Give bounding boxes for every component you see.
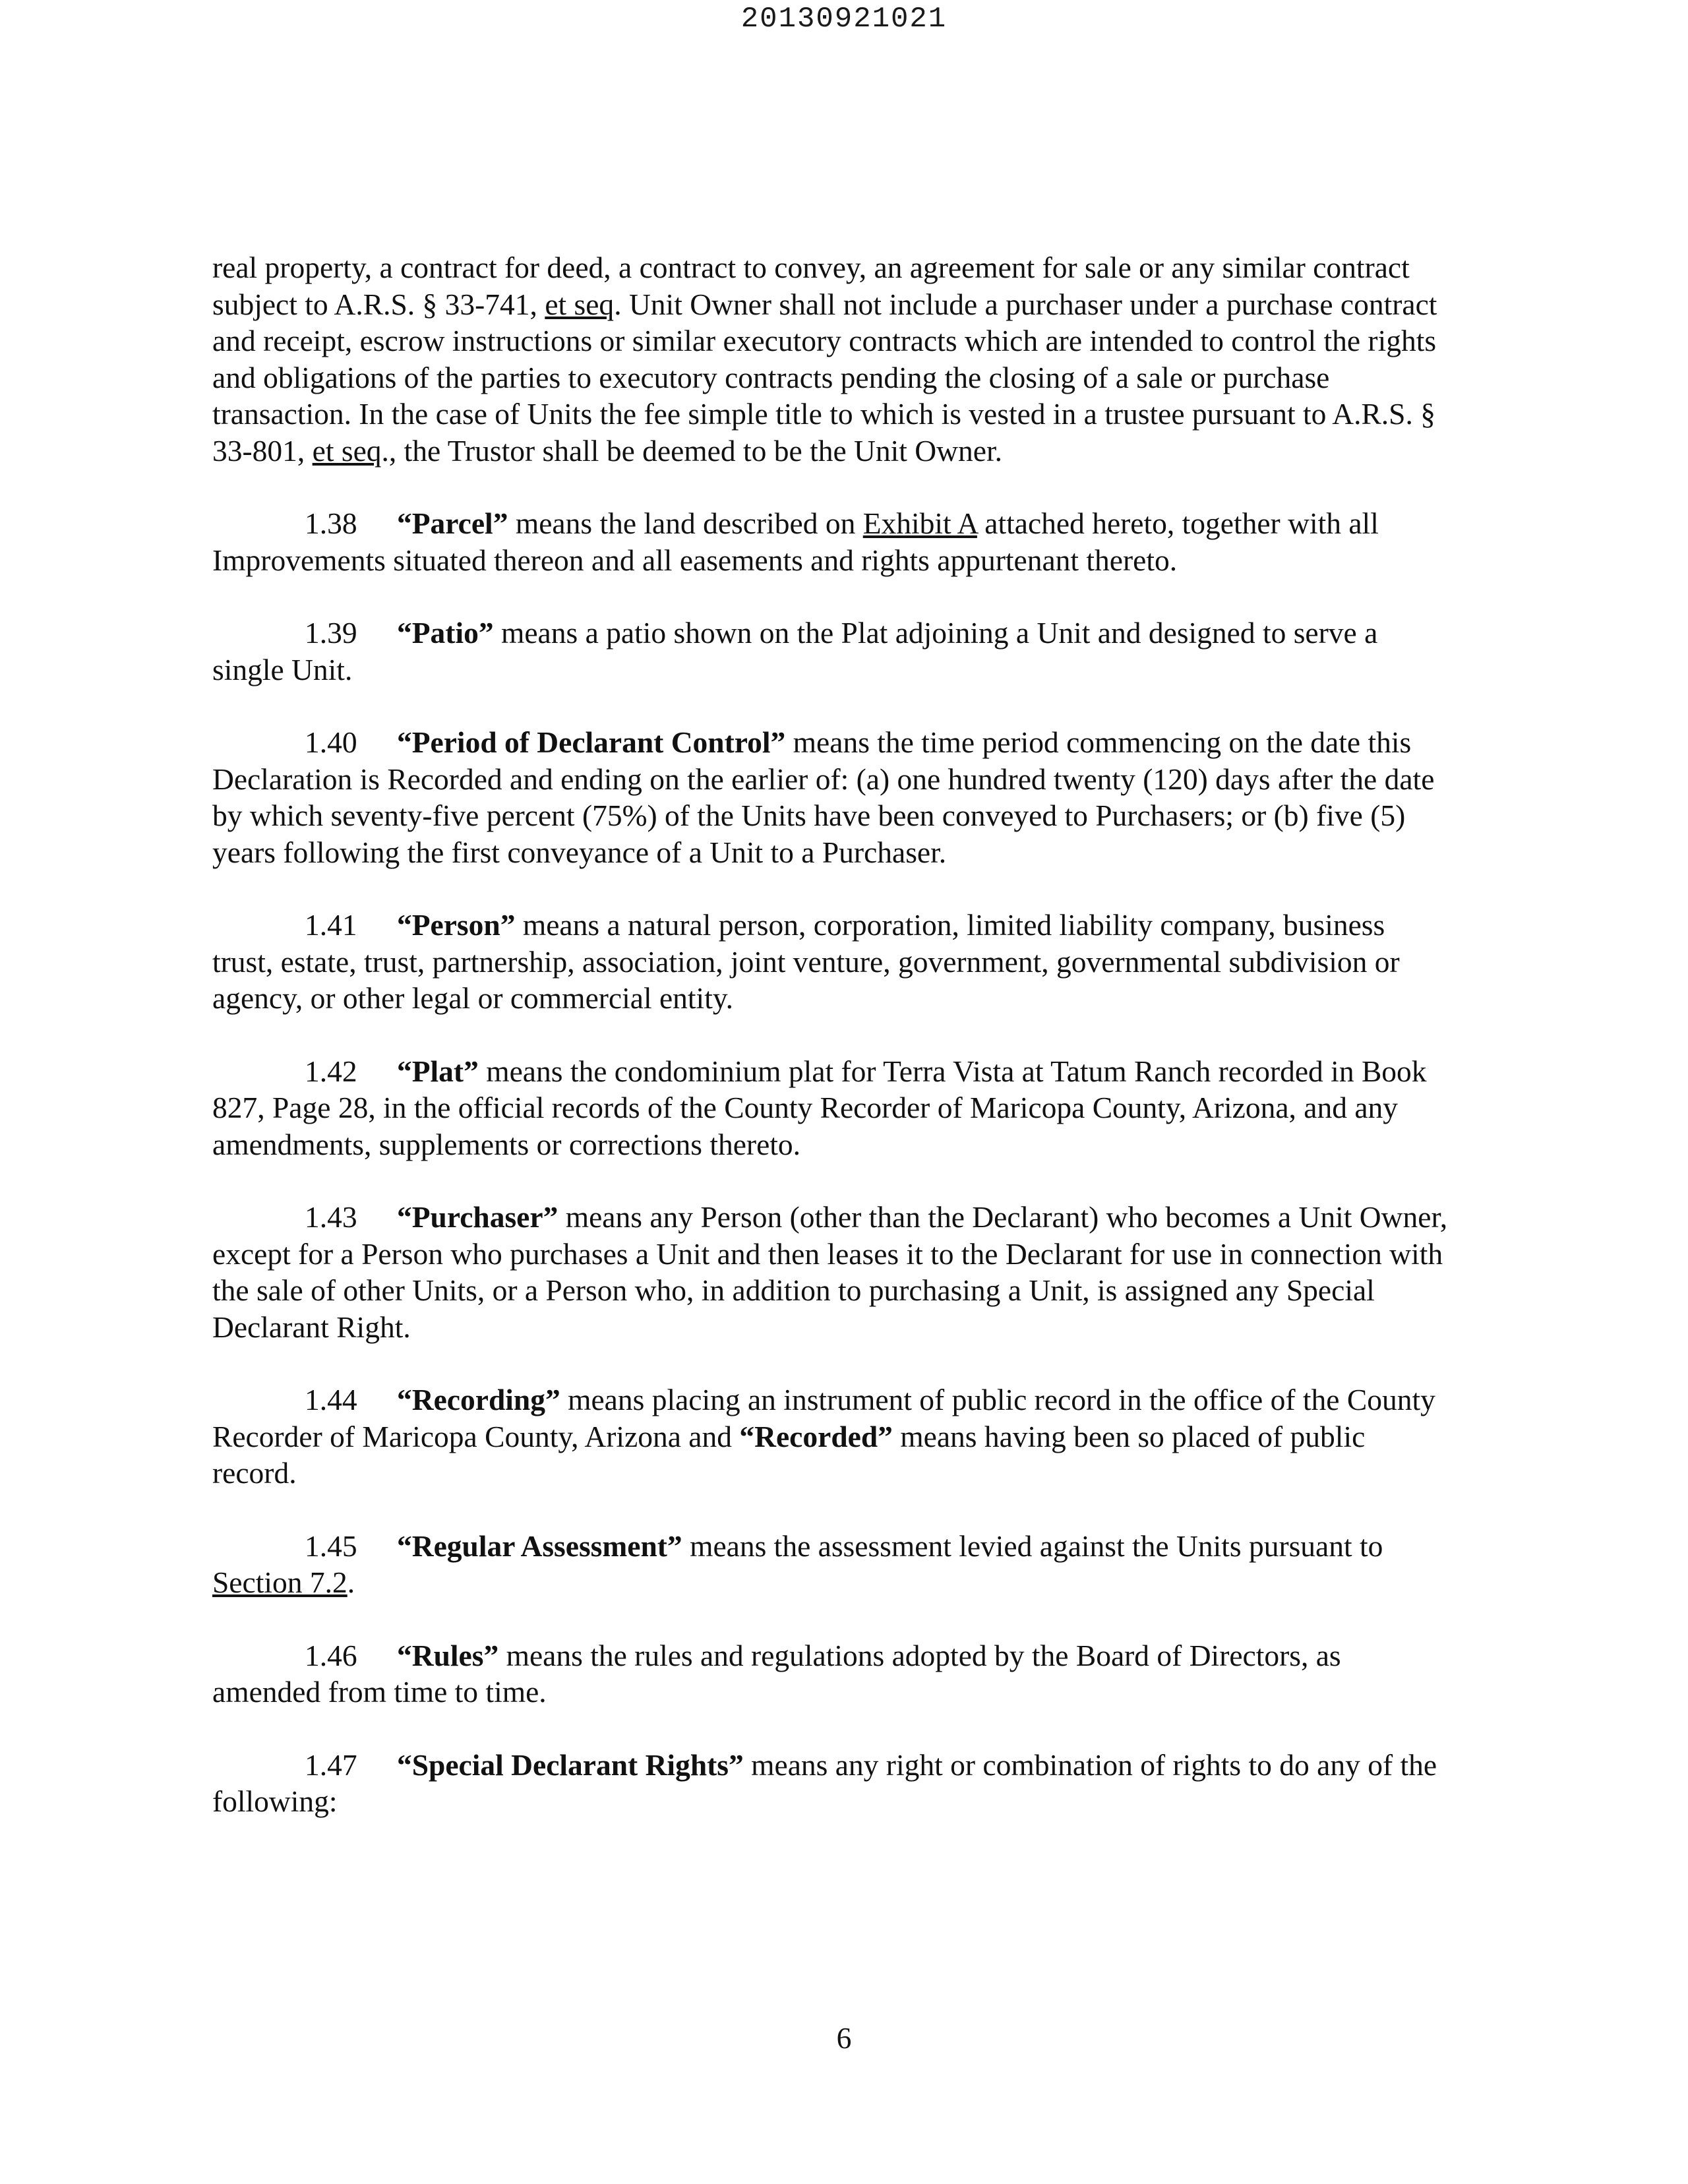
definition-text: means a patio shown on the Plat adjoining a Unit and designed to serve a single Unit. [212,616,1378,686]
defined-term: “Plat” [397,1054,479,1088]
section-number: 1.42 [305,1054,357,1088]
defined-term: “Rules” [397,1638,499,1672]
definition-text: means the time period commencing on the date this Declaration is Recorded and ending on the earlier of: (a) one hundred twenty (120) days after the date by which seventy-five percent (75%) of the Units have been conveyed to Purchasers; or (b) five (5) years following the first conveyance of a Unit to a Purchaser. [212,725,1435,869]
definition-1-44 [212,1381,1452,1492]
definition-text: attached hereto, together with all Improvements situated thereon and all easements and rights appurtenant thereto. [212,506,1379,577]
defined-term: “Purchaser” [397,1200,558,1234]
section-number: 1.44 [305,1383,357,1416]
definition-text: means a natural person, corporation, limited liability company, business trust, estate, trust, partnership, association, joint venture, government, governmental subdivision or agency, or other legal or commercial entity. [212,908,1400,1015]
definition-1-40 [212,724,1452,870]
definition-text: means any Person (other than the Declarant) who becomes a Unit Owner, except for a Person who purchases a Unit and then leases it to the Declarant for use in connection with the sale of other Units, or a Person who, in addition to purchasing a Unit, is assigned any Special Declarant Right. [212,1200,1448,1344]
definition-1-39 [212,615,1452,688]
definition-1-47 [212,1747,1452,1820]
intro-text: ., the Trustor shall be deemed to be the Unit Owner. [381,433,1002,468]
definition-text: means the rules and regulations adopted by the Board of Directors, as amended from time to time. [212,1638,1341,1709]
exhibit-reference: Exhibit A [862,506,977,540]
defined-term: “Recording” [397,1383,560,1416]
et-seq-reference: et seq [545,287,615,321]
definition-text: . [347,1565,355,1599]
document-body [212,249,1452,1856]
defined-term: “Special Declarant Rights” [397,1747,744,1782]
section-number: 1.41 [305,908,357,942]
definition-1-38 [212,505,1452,578]
section-number: 1.43 [305,1200,357,1234]
definition-text: means having been so placed of public record. [212,1419,1366,1490]
definition-text: means the assessment levied against the Units pursuant to [682,1529,1383,1563]
intro-text: real property, a contract for deed, a contract to convey, an agreement for sale or any similar contract subject to A.R.S. § 33-741, [212,251,1410,321]
defined-term: “Recorded” [739,1419,893,1453]
definition-text: means the land described on [508,506,863,540]
intro-text: . Unit Owner shall not include a purchaser under a purchase contract and receipt, escrow instructions or similar executory contracts which are intended to control the rights and obligations of the parties to executory contracts pending the closing of a sale or purchase transaction. In the case of Units the fee simple title to which is vested in a trustee pursuant to A.R.S. § 33-801, [212,287,1437,468]
document-number: 20130921021 [740,3,948,36]
page-number: 6 [836,2021,852,2055]
section-number: 1.40 [305,725,357,759]
section-number: 1.46 [305,1638,357,1672]
definition-1-46 [212,1637,1452,1711]
section-number: 1.45 [305,1529,357,1563]
defined-term: “Regular Assessment” [397,1529,682,1563]
section-number: 1.47 [305,1747,357,1782]
definition-1-45 [212,1528,1452,1601]
defined-term: “Period of Declarant Control” [397,725,786,759]
defined-term: “Patio” [397,616,494,650]
section-number: 1.38 [305,506,357,540]
defined-term: “Person” [397,908,516,942]
definition-1-42 [212,1053,1452,1163]
section-reference: Section 7.2 [212,1565,347,1599]
section-number: 1.39 [305,616,357,650]
definition-text: means the condominium plat for Terra Vista at Tatum Ranch recorded in Book 827, Page 28, in the official records of the County Recorder of Maricopa County, Arizona, and any amendments, supplements or corrections thereto. [212,1054,1427,1161]
definition-text: means placing an instrument of public record in the office of the County Recorder of Maricopa County, Arizona and [212,1383,1435,1453]
definition-1-43 [212,1199,1452,1345]
intro-paragraph [212,249,1452,469]
et-seq-reference: et seq [312,433,382,468]
definition-text: means any right or combination of rights to do any of the following: [212,1747,1437,1818]
definition-1-41 [212,907,1452,1017]
defined-term: “Parcel” [397,506,508,540]
